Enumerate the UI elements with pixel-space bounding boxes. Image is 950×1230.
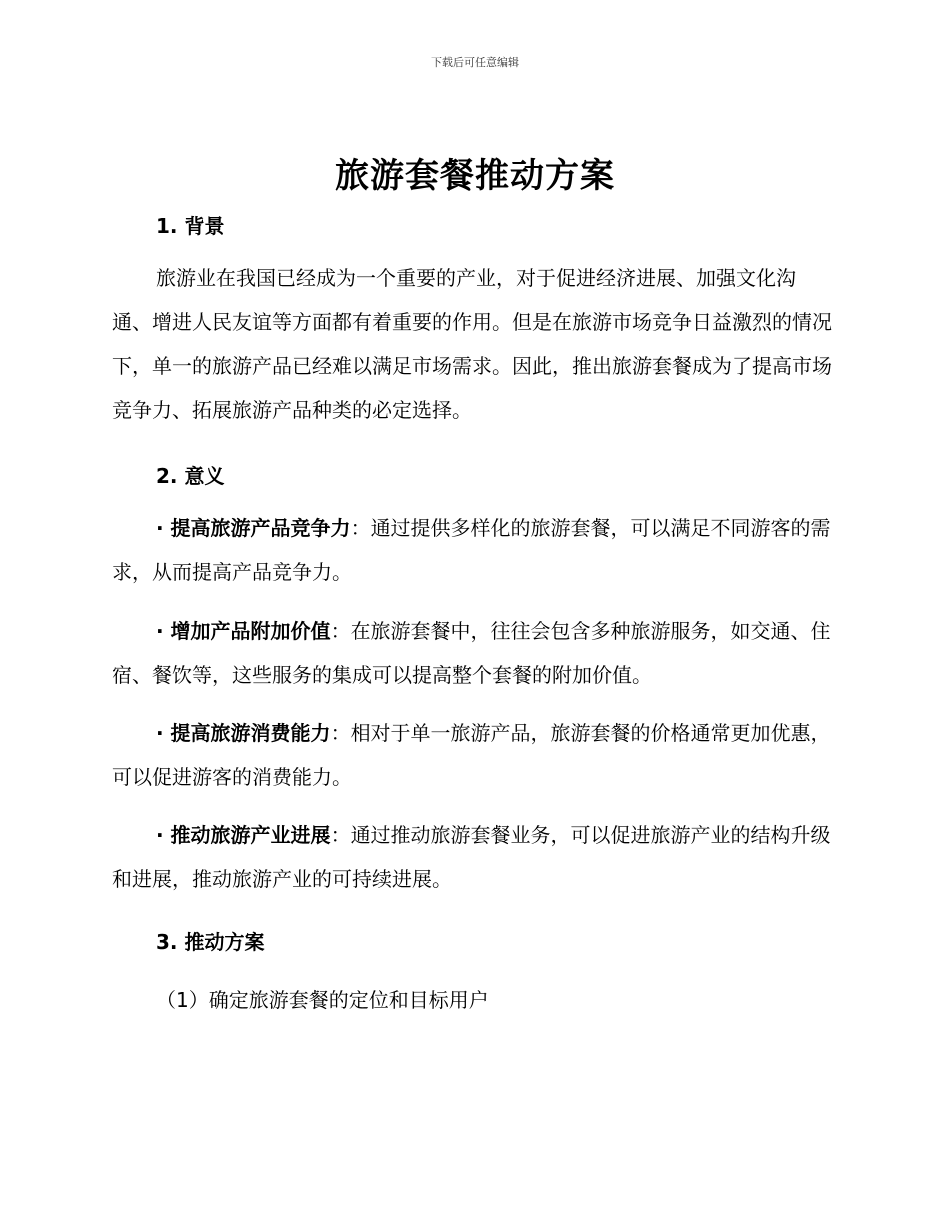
bullet-item (112, 506, 832, 594)
header-note: 下载后可任意编辑 (431, 56, 519, 69)
section-heading-plan: 3. 推动方案 (156, 930, 265, 954)
bullet-text: 通过推动旅游套餐业务，可以促进旅游产业的结构升级和进展，推动旅游产业的可持续进展。 (112, 823, 831, 891)
plan-sub-item: （1）确定旅游套餐的定位和目标用户 (156, 988, 489, 1012)
section-heading-background: 1. 背景 (156, 214, 225, 238)
bullet-separator: ： (350, 516, 371, 540)
bullet-label: · 推动旅游产业进展 (156, 823, 331, 847)
bullet-label: · 提高旅游产品竞争力 (156, 516, 351, 540)
section-heading-significance: 2. 意义 (156, 464, 225, 488)
background-paragraph: 旅游业在我国已经成为一个重要的产业，对于促进经济进展、加强文化沟通、增进人民友谊等方面都有着重要的作用。但是在旅游市场竞争日益激烈的情况下，单一的旅游产品已经难以满足市场需求。因此，推出旅游套餐成为了提高市场竞争力、拓展旅游产品种类的必定选择。 (112, 266, 832, 422)
bullet-item (112, 711, 832, 799)
bullet-item (112, 813, 832, 901)
bullet-text: 通过提供多样化的旅游套餐，可以满足不同游客的需求，从而提高产品竞争力。 (112, 516, 831, 584)
bullet-item (112, 609, 832, 697)
bullet-separator: ： (330, 721, 351, 745)
bullet-label: · 提高旅游消费能力 (156, 721, 331, 745)
document-title: 旅游套餐推动方案 (335, 156, 615, 196)
bullet-separator: ： (330, 823, 351, 847)
bullet-text: 在旅游套餐中，往往会包含多种旅游服务，如交通、住宿、餐饮等，这些服务的集成可以提高整个套餐的附加价值。 (112, 619, 831, 687)
bullet-text: 相对于单一旅游产品，旅游套餐的价格通常更加优惠，可以促进游客的消费能力。 (112, 721, 831, 789)
bullet-separator: ： (330, 619, 351, 643)
bullet-label: · 增加产品附加价值 (156, 619, 331, 643)
